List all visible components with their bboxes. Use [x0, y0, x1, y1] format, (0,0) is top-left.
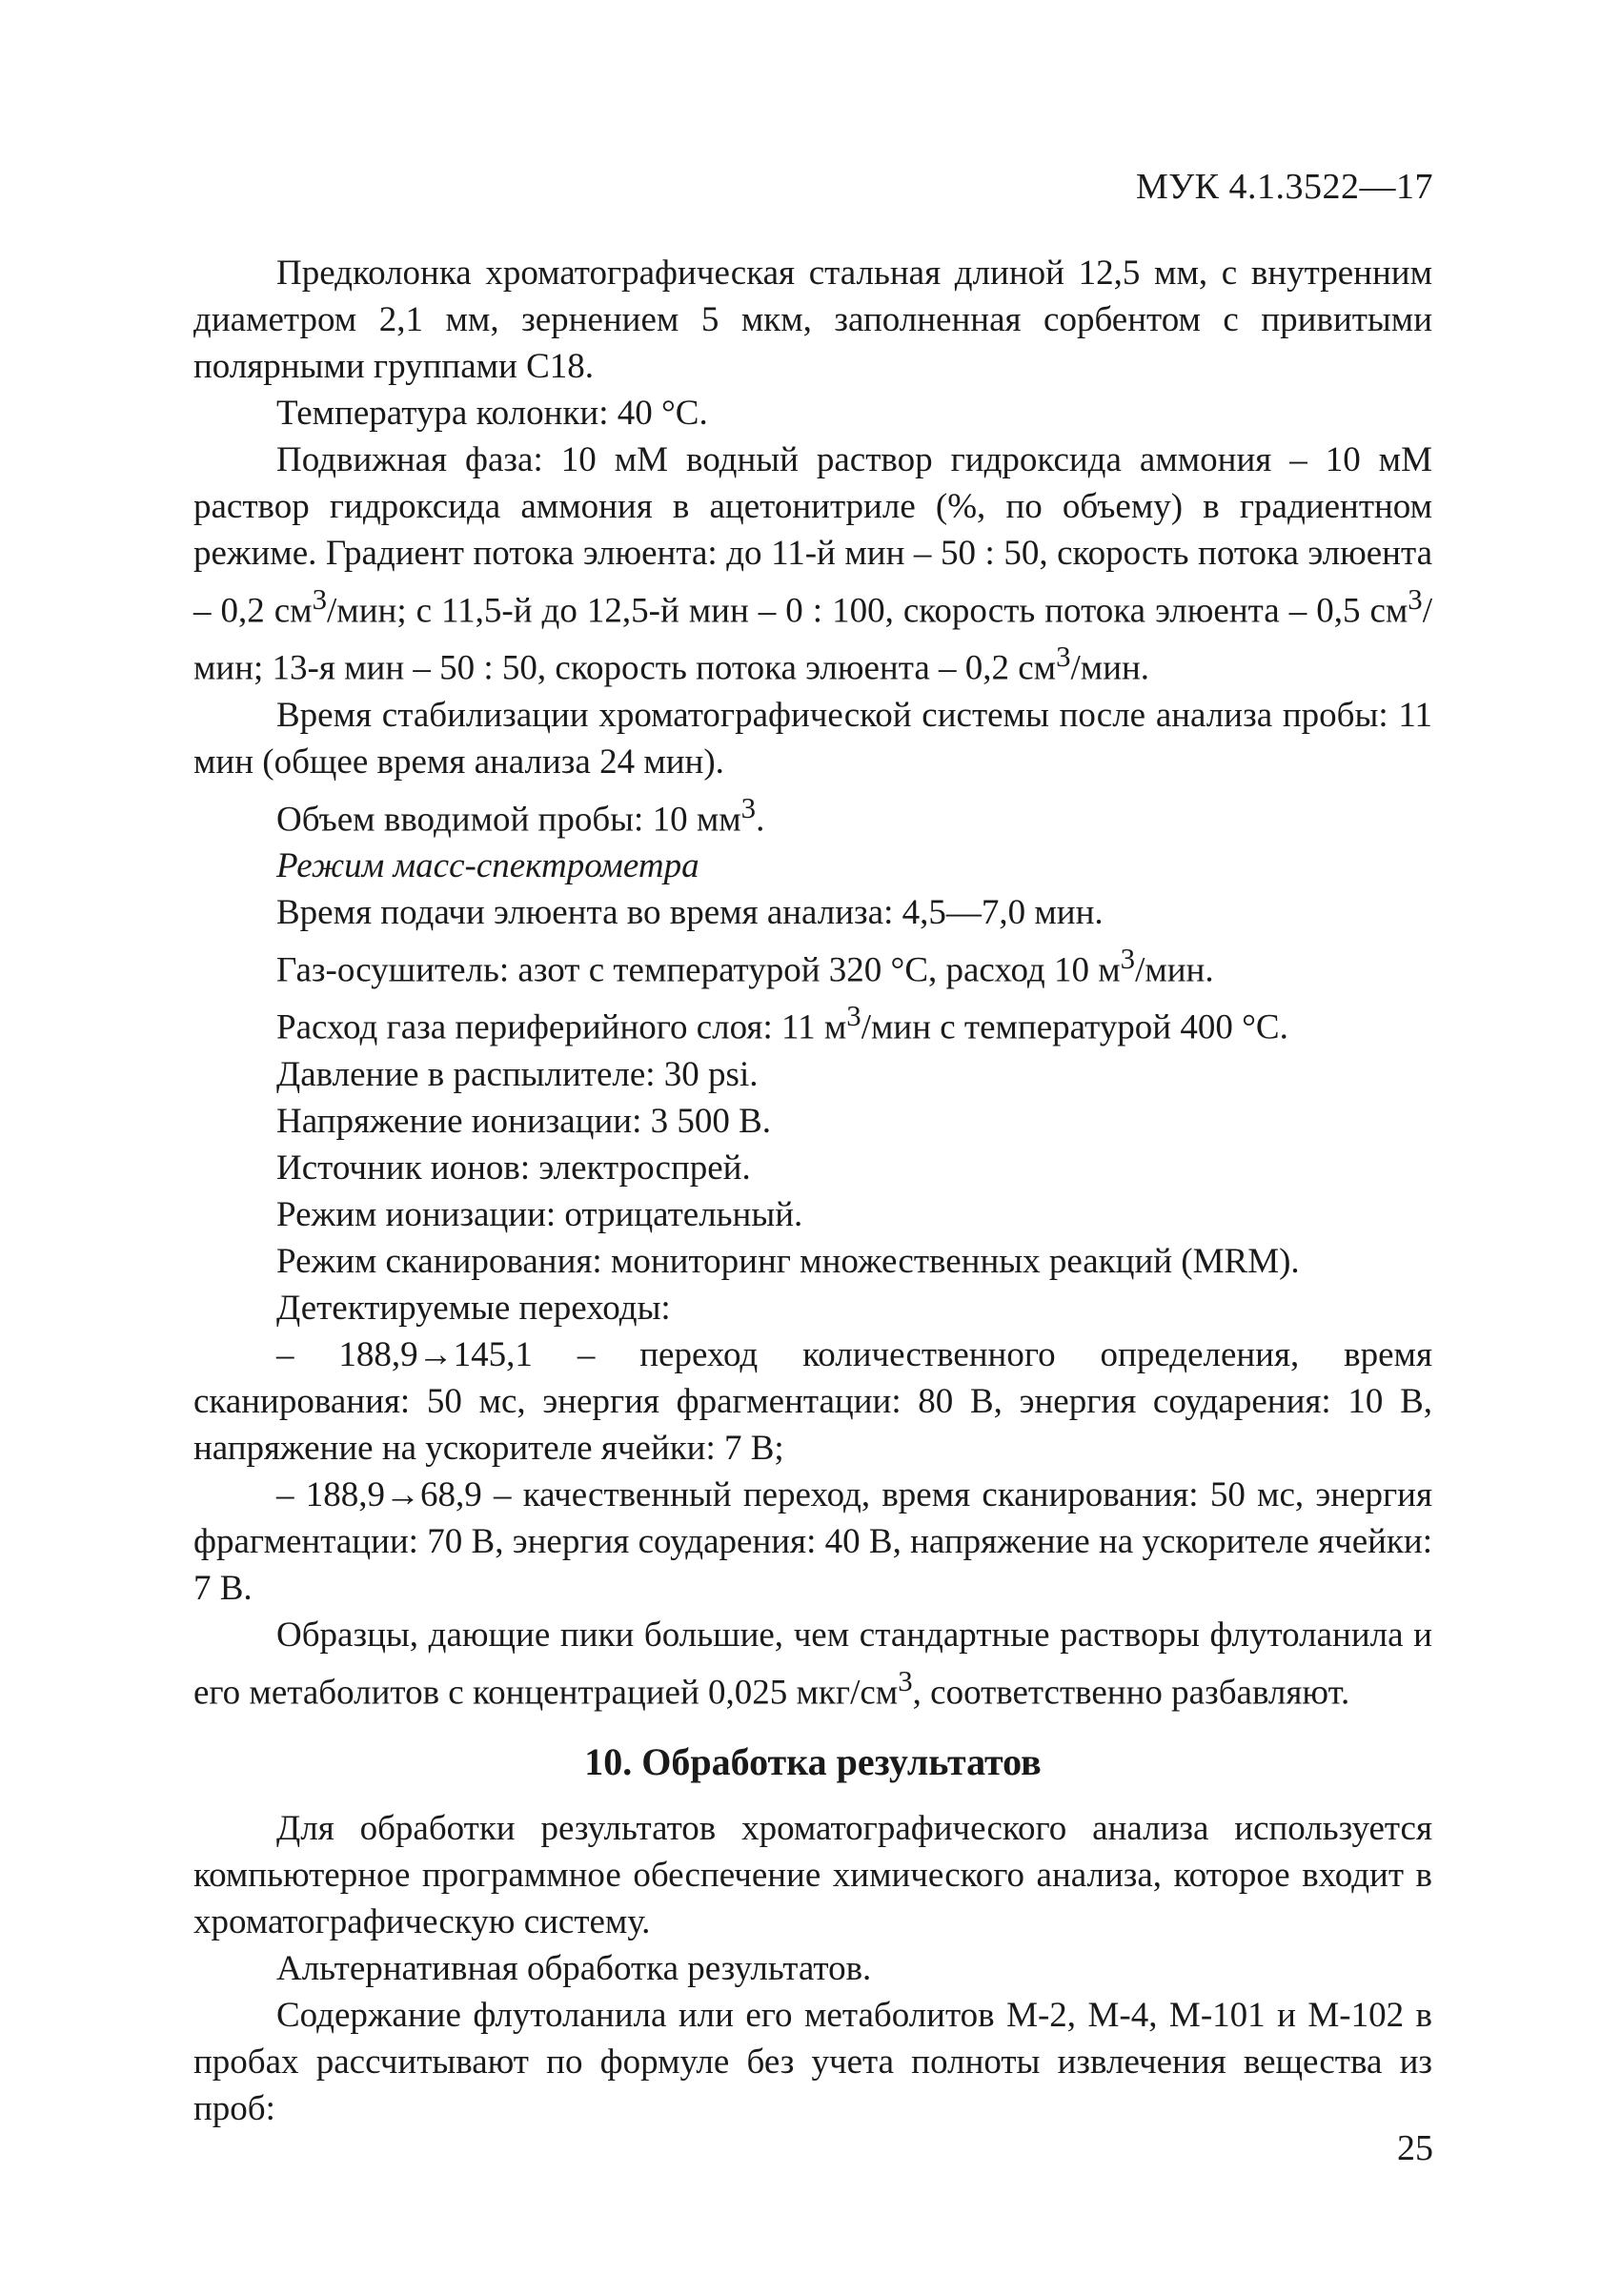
- paragraph: – 188,9→68,9 – качественный переход, время сканирования: 50 мс, энергия фрагментации: 70 В, энергия соударения: 40 В, напряжение на ускорителе ячейки: 7 В.: [193, 1474, 1432, 1608]
- paragraphs-before: [193, 250, 1432, 1716]
- paragraph: Время подачи элюента во время анализа: 4,5—7,0 мин.: [276, 892, 1104, 932]
- paragraph: Напряжение ионизации: 3 500 В.: [276, 1101, 772, 1141]
- body-text: [193, 250, 1432, 2132]
- paragraph: Детектируемые переходы:: [276, 1288, 671, 1328]
- page-number: 25: [1397, 2128, 1433, 2168]
- paragraph: Предколонка хроматографическая стальная длиной 12,5 мм, с внутренним диаметром 2,1 мм, зернением 5 мкм, заполненная сорбентом с привитыми полярными группами С18.: [193, 254, 1432, 386]
- paragraph: – 188,9→145,1 – переход количественного определения, время сканирования: 50 мс, энергия фрагментации: 80 В, энергия соударения: 10 В, напряжение на ускорителе ячейки: 7 В;: [193, 1334, 1432, 1468]
- paragraph: Время стабилизации хроматографической системы после анализа пробы: 11 мин (общее время анализа 24 мин).: [193, 695, 1432, 782]
- paragraph: Источник ионов: электроспрей.: [276, 1148, 751, 1188]
- paragraph: Объем вводимой пробы: 10 $мм^3$.: [276, 791, 765, 839]
- paragraph: Альтернативная обработка результатов.: [276, 1948, 872, 1988]
- paragraph: Газ-осушитель: азот с температурой 320 °С, расход 10 $м^3$/мин.: [276, 942, 1214, 990]
- paragraph: Режим ионизации: отрицательный.: [276, 1194, 803, 1234]
- section-heading: 10. Обработка результатов: [584, 1739, 1042, 1783]
- paragraph: Режим масс-спектрометра: [276, 845, 699, 885]
- paragraph: Расход газа периферийного слоя: 11 $м^3$/мин с температурой 400 °С.: [276, 1000, 1288, 1047]
- document-code: МУК 4.1.3522—17: [1135, 167, 1433, 207]
- paragraph: Температура колонки: 40 °С.: [276, 394, 708, 433]
- paragraphs-after: [193, 1805, 1432, 2132]
- paragraph: Подвижная фаза: 10 мМ водный раствор гидроксида аммония – 10 мМ раствор гидроксида аммония в ацетонитриле (%, по объему) в градиентном режиме. Градиент потока элюента: до 11-й мин – 50 : 50, скорость потока элюента – 0,2 $см^3$/мин; с 11,5-й до 12,5-й мин – 0 : 100, скорость потока элюента – 0,5 $см^3$/мин; 13-я мин – 50 : 50, скорость потока элюента – 0,2 $см^3$/мин.: [193, 440, 1432, 688]
- paragraph: Режим сканирования: мониторинг множественных реакций (MRM).: [276, 1241, 1300, 1281]
- paragraph: Содержание флутоланила или его метаболитов М-2, М-4, М-101 и М-102 в пробах рассчитывают по формуле без учета полноты извлечения вещества из проб:: [193, 1995, 1432, 2128]
- paragraph: Для обработки результатов хроматографического анализа используется компьютерное программное обеспечение химического анализа, которое входит в хроматографическую систему.: [193, 1808, 1432, 1941]
- paragraph: Образцы, дающие пики большие, чем стандартные растворы флутоланила и его метаболитов с концентрацией 0,025 мкг/$см^3$, соответственно разбавляют.: [193, 1615, 1432, 1712]
- paragraph: Давление в распылителе: 30 psi.: [276, 1054, 759, 1094]
